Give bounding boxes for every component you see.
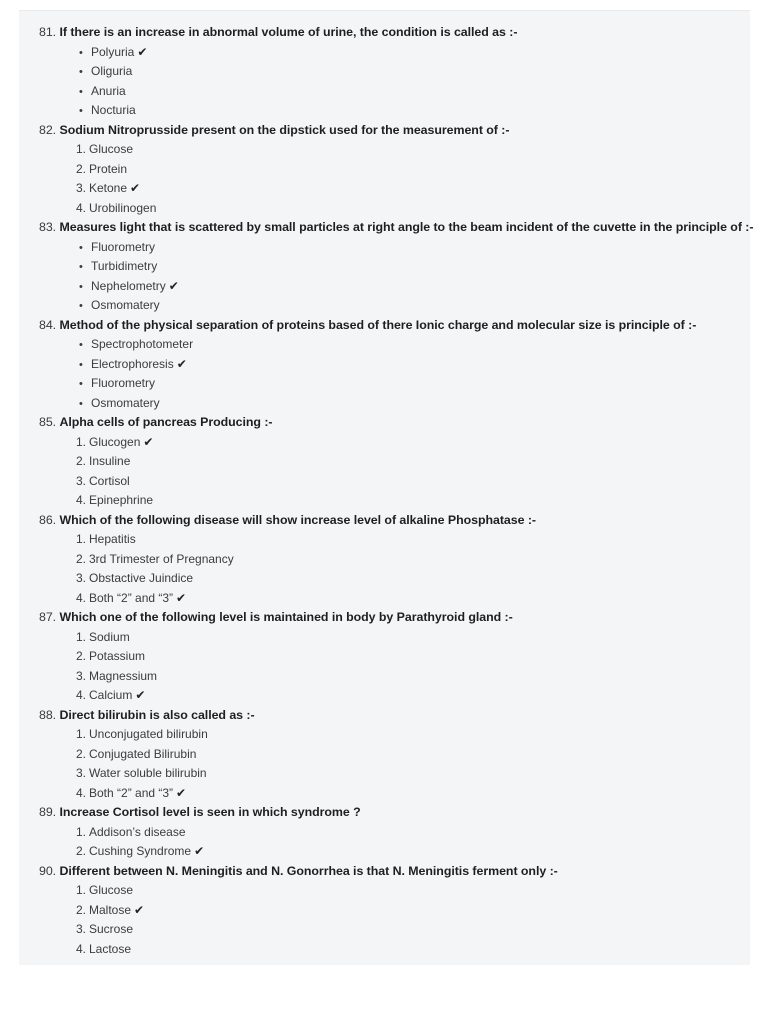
answer-option bbox=[19, 589, 750, 609]
option-text: Epinephrine bbox=[89, 493, 154, 507]
correct-check-icon: ✔ bbox=[176, 356, 187, 371]
option-text: Electrophoresis bbox=[91, 356, 174, 371]
question-83 bbox=[19, 218, 754, 316]
option-number: 4. bbox=[76, 941, 87, 956]
question-85 bbox=[19, 413, 750, 511]
question-text: Direct bilirubin is also called as :- bbox=[59, 707, 255, 722]
answer-option bbox=[19, 101, 750, 121]
question-number: 88. bbox=[39, 707, 57, 722]
question-number: 82. bbox=[39, 122, 57, 137]
option-number: 2. bbox=[76, 844, 87, 858]
question-line bbox=[19, 121, 750, 141]
option-text: Nephelometry bbox=[91, 278, 166, 293]
option-number: 4. bbox=[76, 493, 87, 507]
option-number: 1. bbox=[76, 142, 87, 156]
bullet-marker: • bbox=[79, 261, 83, 273]
option-text: Fluorometry bbox=[91, 376, 156, 390]
question-84 bbox=[19, 316, 750, 414]
answer-option bbox=[19, 140, 750, 160]
question-text: Which one of the following level is maintained in body by Parathyroid gland :- bbox=[59, 610, 513, 624]
option-text: Hepatitis bbox=[89, 532, 136, 546]
answer-option bbox=[19, 881, 750, 901]
option-number: 2. bbox=[76, 902, 87, 917]
option-text: Sodium bbox=[89, 629, 130, 644]
option-text: Lactose bbox=[89, 941, 132, 956]
option-text: Urobilinogen bbox=[89, 200, 157, 215]
correct-check-icon: ✔ bbox=[130, 181, 141, 195]
option-text: Magnessium bbox=[89, 668, 158, 683]
option-number: 4. bbox=[76, 590, 87, 605]
question-number: 90. bbox=[39, 863, 57, 878]
question-line bbox=[19, 706, 750, 726]
option-number: 2. bbox=[76, 746, 87, 761]
question-line bbox=[19, 511, 750, 531]
answer-option bbox=[19, 160, 750, 180]
answer-option bbox=[19, 667, 750, 687]
correct-check-icon: ✔ bbox=[143, 434, 154, 449]
option-text: Both “2” and “3” bbox=[89, 590, 174, 605]
answer-option bbox=[19, 784, 750, 804]
answer-option bbox=[19, 550, 750, 570]
question-line bbox=[19, 803, 750, 823]
answer-option bbox=[19, 257, 750, 277]
question-86 bbox=[19, 511, 750, 609]
option-number: 1. bbox=[76, 532, 87, 546]
answer-option bbox=[19, 238, 750, 258]
option-number: 2. bbox=[76, 649, 87, 663]
option-text: Protein bbox=[89, 161, 128, 176]
option-text: Glucose bbox=[89, 142, 134, 156]
answer-option bbox=[19, 920, 750, 940]
option-number: 2. bbox=[76, 454, 87, 468]
question-text: Method of the physical separation of proteins based of there Ionic charge and molecular size is principle of :- bbox=[59, 317, 697, 332]
question-line bbox=[19, 608, 750, 628]
answer-option bbox=[19, 647, 750, 667]
question-line bbox=[19, 23, 750, 43]
answer-option bbox=[19, 433, 750, 453]
bullet-marker: • bbox=[79, 378, 83, 390]
correct-check-icon: ✔ bbox=[194, 844, 205, 858]
option-text: Osmomatery bbox=[91, 298, 160, 312]
answer-option bbox=[19, 842, 750, 862]
option-text: Conjugated Bilirubin bbox=[89, 746, 197, 761]
option-number: 2. bbox=[76, 161, 87, 176]
bullet-marker: • bbox=[79, 358, 83, 371]
question-number: 85. bbox=[39, 415, 57, 429]
question-87 bbox=[19, 608, 750, 706]
correct-check-icon: ✔ bbox=[135, 688, 146, 702]
bullet-marker: • bbox=[79, 300, 83, 312]
correct-check-icon: ✔ bbox=[134, 902, 145, 917]
answer-option bbox=[19, 491, 750, 511]
question-81 bbox=[19, 23, 750, 121]
question-number: 83. bbox=[39, 220, 57, 234]
bullet-marker: • bbox=[79, 280, 83, 293]
question-text: Different between N. Meningitis and N. Gonorrhea is that N. Meningitis ferment only :- bbox=[59, 863, 558, 878]
question-text: Measures light that is scattered by small particles at right angle to the beam incident of the cuvette in the principle of :- bbox=[59, 220, 754, 234]
question-list bbox=[19, 23, 754, 959]
answer-option bbox=[19, 355, 750, 375]
question-text: Alpha cells of pancreas Producing :- bbox=[59, 415, 273, 429]
answer-option bbox=[19, 199, 750, 219]
answer-option bbox=[19, 901, 750, 921]
option-text: Fluorometry bbox=[91, 239, 156, 254]
option-number: 4. bbox=[76, 200, 87, 215]
question-number: 81. bbox=[39, 25, 57, 39]
option-text: Both “2” and “3” bbox=[89, 785, 174, 800]
question-89 bbox=[19, 803, 750, 862]
option-text: Polyuria bbox=[91, 44, 135, 59]
option-number: 3. bbox=[76, 922, 87, 936]
answer-option bbox=[19, 277, 750, 297]
answer-option bbox=[19, 940, 750, 960]
option-number: 1. bbox=[76, 629, 87, 644]
option-number: 3. bbox=[76, 473, 87, 488]
question-text: Increase Cortisol level is seen in which syndrome ? bbox=[59, 805, 361, 819]
option-text: Addison’s disease bbox=[89, 824, 186, 839]
option-number: 4. bbox=[76, 785, 87, 800]
option-text: Ketone bbox=[89, 181, 128, 195]
option-text: Oliguria bbox=[91, 64, 133, 78]
option-number: 2. bbox=[76, 551, 87, 566]
question-text: Sodium Nitroprusside present on the dipstick used for the measurement of :- bbox=[59, 122, 510, 137]
question-line bbox=[19, 413, 750, 433]
bullet-marker: • bbox=[79, 85, 83, 98]
option-text: Glucose bbox=[89, 883, 134, 897]
bullet-marker: • bbox=[79, 46, 83, 59]
question-82 bbox=[19, 121, 750, 219]
bullet-marker: • bbox=[79, 397, 83, 410]
answer-option bbox=[19, 686, 750, 706]
option-text: Cushing Syndrome bbox=[89, 844, 192, 858]
option-number: 3. bbox=[76, 668, 87, 683]
option-text: Osmomatery bbox=[91, 395, 160, 410]
option-text: Spectrophotometer bbox=[91, 337, 194, 351]
option-text: Cortisol bbox=[89, 473, 130, 488]
answer-option bbox=[19, 764, 750, 784]
bullet-marker: • bbox=[79, 105, 83, 117]
answer-option bbox=[19, 43, 750, 63]
option-text: Obstactive Juindice bbox=[89, 571, 194, 585]
bullet-marker: • bbox=[79, 66, 83, 78]
option-number: 1. bbox=[76, 434, 87, 449]
answer-option bbox=[19, 569, 750, 589]
answer-option bbox=[19, 725, 750, 745]
answer-option bbox=[19, 82, 750, 102]
option-number: 3. bbox=[76, 766, 87, 780]
answer-option bbox=[19, 62, 750, 82]
answer-option bbox=[19, 452, 750, 472]
correct-check-icon: ✔ bbox=[176, 785, 187, 800]
correct-check-icon: ✔ bbox=[176, 590, 187, 605]
option-text: Turbidimetry bbox=[91, 259, 158, 273]
option-text: 3rd Trimester of Pregnancy bbox=[89, 551, 234, 566]
question-line bbox=[19, 862, 750, 882]
option-number: 1. bbox=[76, 883, 87, 897]
answer-option bbox=[19, 335, 750, 355]
option-number: 4. bbox=[76, 688, 87, 702]
question-text: If there is an increase in abnormal volume of urine, the condition is called as :- bbox=[59, 25, 518, 39]
bullet-marker: • bbox=[79, 339, 83, 351]
answer-option bbox=[19, 823, 750, 843]
correct-check-icon: ✔ bbox=[137, 44, 148, 59]
question-number: 87. bbox=[39, 610, 57, 624]
answer-option bbox=[19, 374, 750, 394]
option-text: Glucogen bbox=[89, 434, 141, 449]
question-90 bbox=[19, 862, 750, 960]
question-number: 84. bbox=[39, 317, 57, 332]
option-text: Calcium bbox=[89, 688, 133, 702]
option-text: Water soluble bilirubin bbox=[89, 766, 207, 780]
question-text: Which of the following disease will show increase level of alkaline Phosphatase :- bbox=[59, 512, 536, 527]
option-text: Sucrose bbox=[89, 922, 134, 936]
option-text: Unconjugated bilirubin bbox=[89, 727, 208, 741]
answer-option bbox=[19, 472, 750, 492]
answer-option bbox=[19, 628, 750, 648]
option-number: 1. bbox=[76, 727, 87, 741]
answer-option bbox=[19, 394, 750, 414]
bullet-marker: • bbox=[79, 241, 83, 254]
answer-option bbox=[19, 745, 750, 765]
option-text: Potassium bbox=[89, 649, 146, 663]
question-number: 86. bbox=[39, 512, 57, 527]
option-number: 1. bbox=[76, 824, 87, 839]
option-number: 3. bbox=[76, 181, 87, 195]
question-line bbox=[19, 316, 750, 336]
question-number: 89. bbox=[39, 805, 57, 819]
correct-check-icon: ✔ bbox=[168, 278, 179, 293]
option-number: 3. bbox=[76, 571, 87, 585]
question-line bbox=[19, 218, 754, 238]
option-text: Nocturia bbox=[91, 103, 136, 117]
answer-option bbox=[19, 296, 750, 316]
option-text: Maltose bbox=[89, 902, 132, 917]
answer-option bbox=[19, 530, 750, 550]
answer-option bbox=[19, 179, 750, 199]
option-text: Insuline bbox=[89, 454, 131, 468]
option-text: Anuria bbox=[91, 83, 126, 98]
question-88 bbox=[19, 706, 750, 804]
